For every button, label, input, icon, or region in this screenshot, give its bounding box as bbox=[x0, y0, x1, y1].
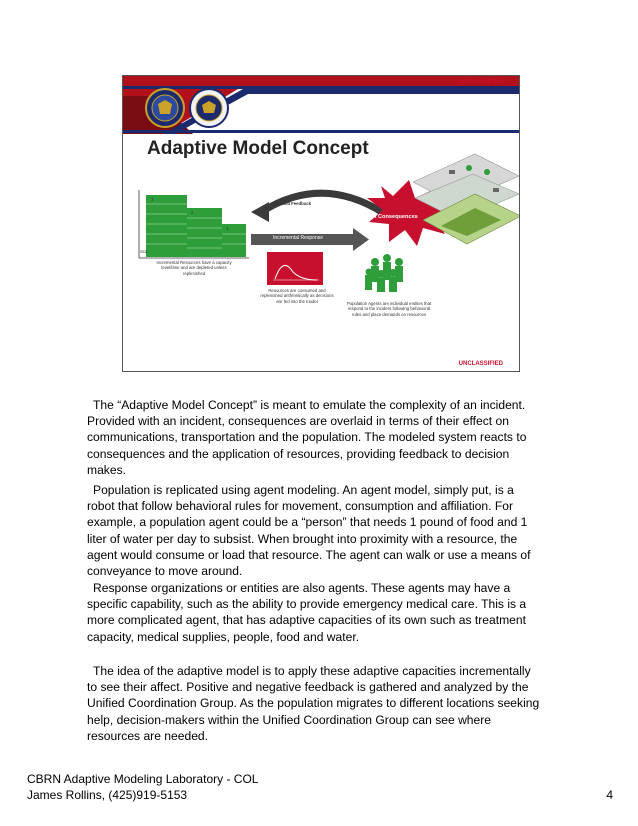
nsa-seal-icon bbox=[146, 89, 184, 127]
demand-feedback-label: Demand Feedback bbox=[273, 201, 311, 206]
incident-consequences-label: Incident Consequences bbox=[355, 214, 418, 220]
slide-image bbox=[122, 75, 520, 372]
population-agents-note: Population Agents are individual entities that respond to the incident following behavioral rules and place demands on resources bbox=[346, 301, 432, 317]
incremental-resources-note: Incremental Resources have a capacity level/time and are depleted unless replenished bbox=[156, 260, 232, 276]
paragraph-text: The “Adaptive Model Concept” is meant to emulate the complexity of an incident. Provided with an incident, consequences are overlaid in terms of their effect on communications, transportation and the population. The modeled system reacts to consequences and the application of resources, providing feedback to decision makes. bbox=[87, 398, 527, 477]
scale-label: Sca bbox=[140, 249, 148, 254]
layer-planes bbox=[413, 154, 520, 244]
slide-artwork bbox=[123, 76, 520, 372]
page-number: 4 bbox=[606, 788, 613, 802]
classification-top: UNCLASSIFIED bbox=[458, 79, 503, 85]
uscybercom-seal-icon bbox=[190, 89, 228, 127]
paragraph-text: The idea of the adaptive model is to apply these adaptive capacities incrementally to see their affect. Positive and negative feedback is gathered and analyzed by the Unified Coordination Group. As the population migrates to different locations seeking help, decision-makers within the Unified Coordination Group can see where resources are needed. bbox=[87, 664, 540, 743]
footer-line-2: James Rollins, (425)919-5153 bbox=[27, 788, 188, 802]
population-agents-group bbox=[365, 254, 403, 292]
step-3-label: 3 bbox=[151, 197, 154, 202]
incremental-resources-bars bbox=[139, 190, 249, 258]
classification-bottom: UNCLASSIFIED bbox=[458, 361, 503, 367]
paragraph-text: Response organizations or entities are also agents. These agents may have a specific capability, such as the ability to provide emergency medical care. This is a more complicated agent, that has adaptive capacities of its own such as treatment capacity, medical supplies, people, food and water. bbox=[87, 581, 527, 644]
incremental-response-label: Incremental Response bbox=[273, 235, 324, 241]
slide-title: Adaptive Model Concept bbox=[147, 138, 369, 159]
paragraph-response-organizations bbox=[87, 580, 542, 645]
paragraph-idea-adaptive-model bbox=[87, 663, 542, 744]
footer-line-1: CBRN Adaptive Modeling Laboratory - COL bbox=[27, 772, 259, 786]
paragraph-adaptive-model bbox=[87, 397, 542, 478]
step-1-label: 1 bbox=[226, 226, 229, 231]
resources-consumed-note: Resources are consumed and replenished arithmetically as decisions are fed into the model bbox=[260, 288, 334, 304]
step-2-label: 2 bbox=[191, 210, 194, 215]
resource-depletion-chart bbox=[267, 252, 323, 285]
paragraph-text: Population is replicated using agent modeling. An agent model, simply put, is a robot that follow behavioral rules for movement, consumption and affiliation. For example, a population agent could be a “person” that needs 1 pound of food and 1 liter of water per day to subsist. When brought into proximity with a resource, the agent would consume or load that resource. The agent can walk or use a means of conveyance to move around. bbox=[87, 483, 531, 579]
paragraph-population bbox=[87, 482, 542, 579]
